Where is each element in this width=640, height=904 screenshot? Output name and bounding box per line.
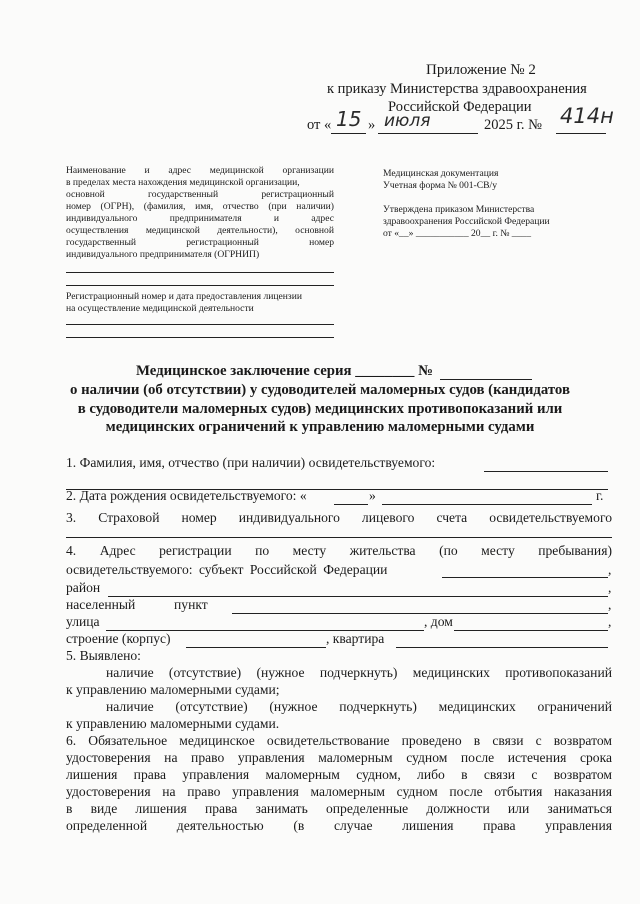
field-2-label: 2. Дата рождения освидетельствуемого: « xyxy=(66,488,307,503)
field-6-line-6: определенной деятельностью (в случае лишения права управления xyxy=(66,818,612,833)
license-blank-2 xyxy=(66,337,334,338)
org-line-4: номер (ОГРН), (фамилия, имя, отчество (при наличии) xyxy=(66,201,334,212)
field-2-mid: » xyxy=(369,488,376,503)
order-month-blank xyxy=(378,133,478,134)
org-line-2: в пределах места нахождения медицинской организации, xyxy=(66,177,300,188)
appendix-ministry-line: Российской Федерации xyxy=(388,99,532,115)
approved-line-1: Утверждена приказом Министерства xyxy=(383,204,535,215)
title-line-2: о наличии (об отсутствии) у судоводителей маломерных судов (кандидатов xyxy=(70,382,570,398)
approved-line-2: здравоохранения Российской Федерации xyxy=(383,216,550,227)
house-label: , дом xyxy=(424,614,453,629)
order-number-handwritten: 414н xyxy=(560,104,614,128)
order-date-mid: » xyxy=(368,117,376,133)
title-line-3: в судоводители маломерных судов) медицинских противопоказаний или xyxy=(77,401,563,417)
field-6-line-3: лишения права управления маломерным судном, либо в связи с возвратом xyxy=(66,767,612,782)
settlement-comma: , xyxy=(608,597,612,612)
org-line-1: Наименование и адрес медицинской организации xyxy=(66,165,334,176)
order-date-suffix: 2025 г. № xyxy=(484,117,543,133)
field-5-limit-line-1: наличие (отсутствие) (нужное подчеркнуть) медицинских ограничений xyxy=(106,699,612,714)
title-line-4: медицинских ограничений к управлению маломерными судами xyxy=(105,419,535,435)
org-line-6: осуществления медицинской деятельности), основной xyxy=(66,225,334,236)
license-label-2: на осуществление медицинской деятельности xyxy=(66,303,254,314)
license-label-1: Регистрационный номер и дата предоставления лицензии xyxy=(66,291,302,302)
birth-month-year-input[interactable] xyxy=(382,504,592,505)
appendix-order-line: к приказу Министерства здравоохранения xyxy=(327,81,587,97)
order-month-handwritten: июля xyxy=(384,111,431,131)
title-number-blank xyxy=(440,379,532,380)
rayon-label: район xyxy=(66,580,101,595)
org-line-3: основной государственный регистрационный xyxy=(66,189,334,200)
field-4-label-2: освидетельствуемого: субъект Российской Федерации xyxy=(66,562,388,577)
field-3-label: 3. Страховой номер индивидуального лицевого счета освидетельствуемого xyxy=(66,510,612,525)
org-line-5: индивидуального предпринимателя и адрес xyxy=(66,213,334,224)
house-comma: , xyxy=(608,614,612,629)
doc-type: Медицинская документация xyxy=(383,168,499,179)
building-input[interactable] xyxy=(186,647,326,648)
field-5-limit-line-2: к управлению маломерными судами. xyxy=(66,716,280,731)
field-5-contra-line-1: наличие (отсутствие) (нужное подчеркнуть) медицинских противопоказаний xyxy=(106,665,612,680)
apartment-label: , квартира xyxy=(326,631,385,646)
appendix-number: Приложение № 2 xyxy=(426,62,536,78)
field-1-label: 1. Фамилия, имя, отчество (при наличии) освидетельствуемого: xyxy=(66,455,436,470)
field-2-year-suffix: г. xyxy=(596,488,604,503)
street-label: улица xyxy=(66,614,100,629)
org-line-8: индивидуального предпринимателя (ОГРНИП) xyxy=(66,249,260,260)
settlement-label-1: населенный xyxy=(66,597,136,612)
house-input[interactable] xyxy=(454,630,608,631)
settlement-input[interactable] xyxy=(232,613,608,614)
settlement-label-2: пункт xyxy=(174,597,208,612)
order-number-blank xyxy=(556,133,606,134)
org-line-7: государственный регистрационный номер xyxy=(66,237,334,248)
order-date-prefix: от « xyxy=(307,117,332,133)
org-blank-1 xyxy=(66,272,334,273)
field-4-label-1: 4. Адрес регистрации по месту жительства (по месту пребывания) xyxy=(66,543,612,558)
order-day-handwritten: 15 xyxy=(336,107,362,131)
field-5-label: 5. Выявлено: xyxy=(66,648,141,663)
field-6-line-1: 6. Обязательное медицинское освидетельствование проведено в связи с возвратом xyxy=(66,733,612,748)
title-line-1: Медицинское заключение серия ________ № xyxy=(136,363,433,379)
field-6-line-5: в виде лишения права занимать определенные должности или заниматься xyxy=(66,801,612,816)
building-label: строение (корпус) xyxy=(66,631,171,646)
field-1-input[interactable] xyxy=(484,471,608,472)
order-day-blank xyxy=(331,133,366,134)
apartment-input[interactable] xyxy=(396,647,608,648)
org-blank-2 xyxy=(66,285,334,286)
field-3-input[interactable] xyxy=(66,537,612,538)
field-5-contra-line-2: к управлению маломерными судами; xyxy=(66,682,280,697)
rayon-comma: , xyxy=(608,580,612,595)
subject-input[interactable] xyxy=(442,577,608,578)
license-blank-1 xyxy=(66,324,334,325)
field-6-line-4: удостоверения на право управления маломерным судном после отбытия наказания xyxy=(66,784,612,799)
approved-line-3: от «__» ___________ 20__ г. № ____ xyxy=(383,228,531,239)
birth-day-input[interactable] xyxy=(334,504,368,505)
field-6-line-2: удостоверения на право управления маломерным судном после истечения срока xyxy=(66,750,612,765)
subject-comma: , xyxy=(608,562,612,577)
form-number: Учетная форма № 001-СВ/у xyxy=(383,180,497,191)
